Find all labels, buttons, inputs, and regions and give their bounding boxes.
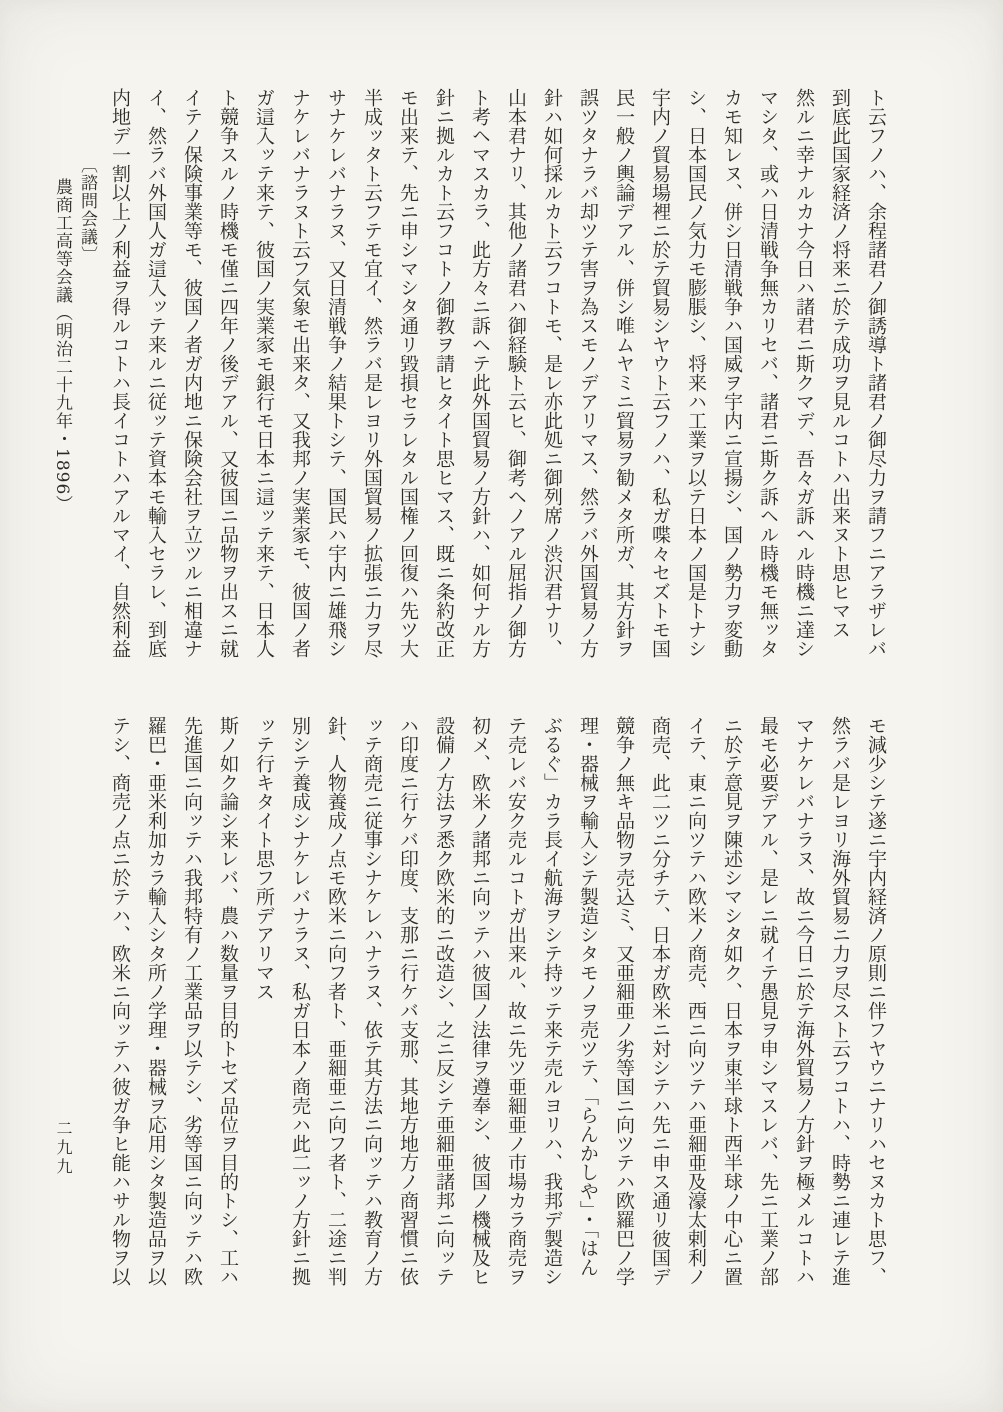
text-column: テシ、商売ノ点ニ於テハ、欧米ニ向ッテハ彼ガ争ヒ能ハサル物ヲ以 bbox=[109, 716, 131, 1286]
text-block-top bbox=[102, 88, 894, 658]
text-column: ぶるぐ」カラ長イ航海ヲシテ持ッテ来テ売ルヨリハ、我邦デ製造シ bbox=[541, 716, 563, 1286]
text-column: イ、然ラバ外国人ガ這入ッテ来ルニ従ッテ資本モ輸入セラレ、到底 bbox=[145, 88, 167, 658]
text-column: 最モ必要デアル、是レニ就イテ愚見ヲ申シマスレバ、先ニ工業ノ部 bbox=[757, 716, 779, 1286]
side-label-council-type: 〔諮問会議〕 bbox=[77, 156, 97, 264]
text-column: 宇内ノ貿易場裡ニ於テ貿易シヤウト云フノハ、私ガ喋々セズトモ国 bbox=[649, 88, 671, 658]
side-label-council-title: 農商工高等会議（明治二十九年・1896） bbox=[52, 178, 72, 514]
text-column: テ売レバ安ク売ルコトガ出来ル、故ニ先ツ亜細亜ノ市場カラ商売ヲ bbox=[505, 716, 527, 1286]
text-column: サナケレバナラヌ、又日清戦争ノ結果トシテ、国民ハ宇内ニ雄飛シ bbox=[325, 88, 347, 658]
text-column: モ減少シテ遂ニ宇内経済ノ原則ニ伴フヤウニナリハセヌカト思フ、 bbox=[865, 716, 887, 1286]
text-column: カモ知レヌ、併シ日清戦争ハ国威ヲ宇内ニ宣揚シ、国ノ勢力ヲ変動 bbox=[721, 88, 743, 658]
text-column: ト云フノハ、余程諸君ノ御誘導ト諸君ノ御尽力ヲ請フニアラザレバ bbox=[865, 88, 887, 658]
text-column: 競争ノ無キ品物ヲ売込ミ、又亜細亜ノ劣等国ニ向ツテハ欧羅巴ノ学 bbox=[613, 716, 635, 1286]
page-number: 二九九 bbox=[54, 1120, 73, 1177]
text-column: ト競争スルノ時機モ僅ニ四年ノ後デアル、又彼国ニ品物ヲ出スニ就 bbox=[217, 88, 239, 658]
text-column: 然ラバ是レヨリ海外貿易ニ力ヲ尽スト云フコトハ、時勢ニ連レテ進 bbox=[829, 716, 851, 1286]
text-column: イテ、東ニ向ツテハ欧米ノ商売、西ニ向ツテハ亜細亜及濠太剌利ノ bbox=[685, 716, 707, 1286]
text-block-bottom bbox=[102, 716, 894, 1294]
text-column: 民一般ノ輿論デアル、併シ唯ムヤミニ貿易ヲ勧メタ所ガ、其方針ヲ bbox=[613, 88, 635, 658]
text-column: ッテ商売ニ従事シナケレハナラヌ、依テ其方法ニ向ッテハ教育ノ方 bbox=[361, 716, 383, 1286]
text-column: 内地デ一割以上ノ利益ヲ得ルコトハ長イコトハアルマイ、自然利益 bbox=[109, 88, 131, 658]
text-column: 初メ、欧米ノ諸邦ニ向ッテハ彼国ノ法律ヲ遵奉シ、彼国ノ機械及ヒ bbox=[469, 716, 491, 1286]
text-column: 商売、此二ツニ分チテ、日本ガ欧米ニ対シテハ先ニ申ス通リ彼国デ bbox=[649, 716, 671, 1286]
text-column: 別シテ養成シナケレバナラヌ、私ガ日本ノ商売ハ此二ッノ方針ニ拠 bbox=[289, 716, 311, 1286]
text-column: 設備ノ方法ヲ悉ク欧米的ニ改造シ、之ニ反シテ亜細亜諸邦ニ向ッテ bbox=[433, 716, 455, 1286]
text-column: 半成ッタト云フテモ宜イ、然ラバ是レヨリ外国貿易ノ拡張ニ力ヲ尽 bbox=[361, 88, 383, 658]
text-column: ニ於テ意見ヲ陳述シマシタ如ク、日本ヲ東半球ト西半球ノ中心ニ置 bbox=[721, 716, 743, 1286]
text-column: 然ルニ幸ナルカナ今日ハ諸君ニ斯クマデ、吾々ガ訴ヘル時機ニ達シ bbox=[793, 88, 815, 658]
side-label bbox=[50, 156, 100, 616]
text-column: ガ這入ッテ来テ、彼国ノ実業家モ銀行モ日本ニ這ッテ来テ、日本人 bbox=[253, 88, 275, 658]
text-column: マシタ、或ハ日清戦争無カリセバ、諸君ニ斯ク訴ヘル時機モ無ッタ bbox=[757, 88, 779, 658]
text-column: イテノ保険事業等モ、彼国ノ者ガ内地ニ保険会社ヲ立ツルニ相違ナ bbox=[181, 88, 203, 658]
text-column: 山本君ナリ、其他ノ諸君ハ御経験ト云ヒ、御考ヘノアル屈指ノ御方 bbox=[505, 88, 527, 658]
text-column: マナケレバナラヌ、故ニ今日ニ於テ海外貿易ノ方針ヲ極メルコトハ bbox=[793, 716, 815, 1286]
text-column: ハ印度ニ行ケバ印度、支那ニ行ケバ支那、其地方地方ノ商習慣ニ依 bbox=[397, 716, 419, 1286]
text-column: モ出来テ、先ニ申シマシタ通リ毀損セラレタル国権ノ回復ハ先ツ大 bbox=[397, 88, 419, 658]
text-column: 針、人物養成ノ点モ欧米ニ向フ者ト、亜細亜ニ向フ者ト、二途ニ判 bbox=[325, 716, 347, 1286]
text-column: 針ハ如何採ルカト云フコトモ、是レ亦此処ニ御列席ノ渋沢君ナリ、 bbox=[541, 88, 563, 658]
text-column: 理・器械ヲ輸入シテ製造シタモノヲ売ツテ、「らんかしや」・「はん bbox=[577, 716, 599, 1277]
text-column: 誤ツタナラバ却ツテ害ヲ為スモノデアリマス、然ラバ外国貿易ノ方 bbox=[577, 88, 599, 658]
text-column: 羅巴・亜米利加カラ輸入シタ所ノ学理・器械ヲ応用シタ製造品ヲ以 bbox=[145, 716, 167, 1286]
text-column: 到底此国家経済ノ将来ニ於テ成功ヲ見ルコトハ出来ヌト思ヒマス bbox=[829, 88, 851, 639]
text-column: 針ニ拠ルカト云フコトノ御教ヲ請ヒタイト思ヒマス、既ニ条約改正 bbox=[433, 88, 455, 658]
text-column: ッテ行キタイト思フ所デアリマス bbox=[253, 716, 275, 1001]
text-column: ト考ヘマスカラ、此方々ニ訴ヘテ此外国貿易ノ方針ハ、如何ナル方 bbox=[469, 88, 491, 658]
text-column: 先進国ニ向ッテハ我邦特有ノ工業品ヲ以テシ、劣等国ニ向ッテハ欧 bbox=[181, 716, 203, 1286]
text-column: 斯ノ如ク論シ来レバ、農ハ数量ヲ目的トセズ品位ヲ目的トシ、工ハ bbox=[217, 716, 239, 1286]
text-column: ナケレバナラヌト云フ気象モ出来タ、又我邦ノ実業家モ、彼国ノ者 bbox=[289, 88, 311, 658]
text-column: シ、日本国民ノ気力モ膨脹シ、将来ハ工業ヲ以テ日本ノ国是トナシ bbox=[685, 88, 707, 658]
